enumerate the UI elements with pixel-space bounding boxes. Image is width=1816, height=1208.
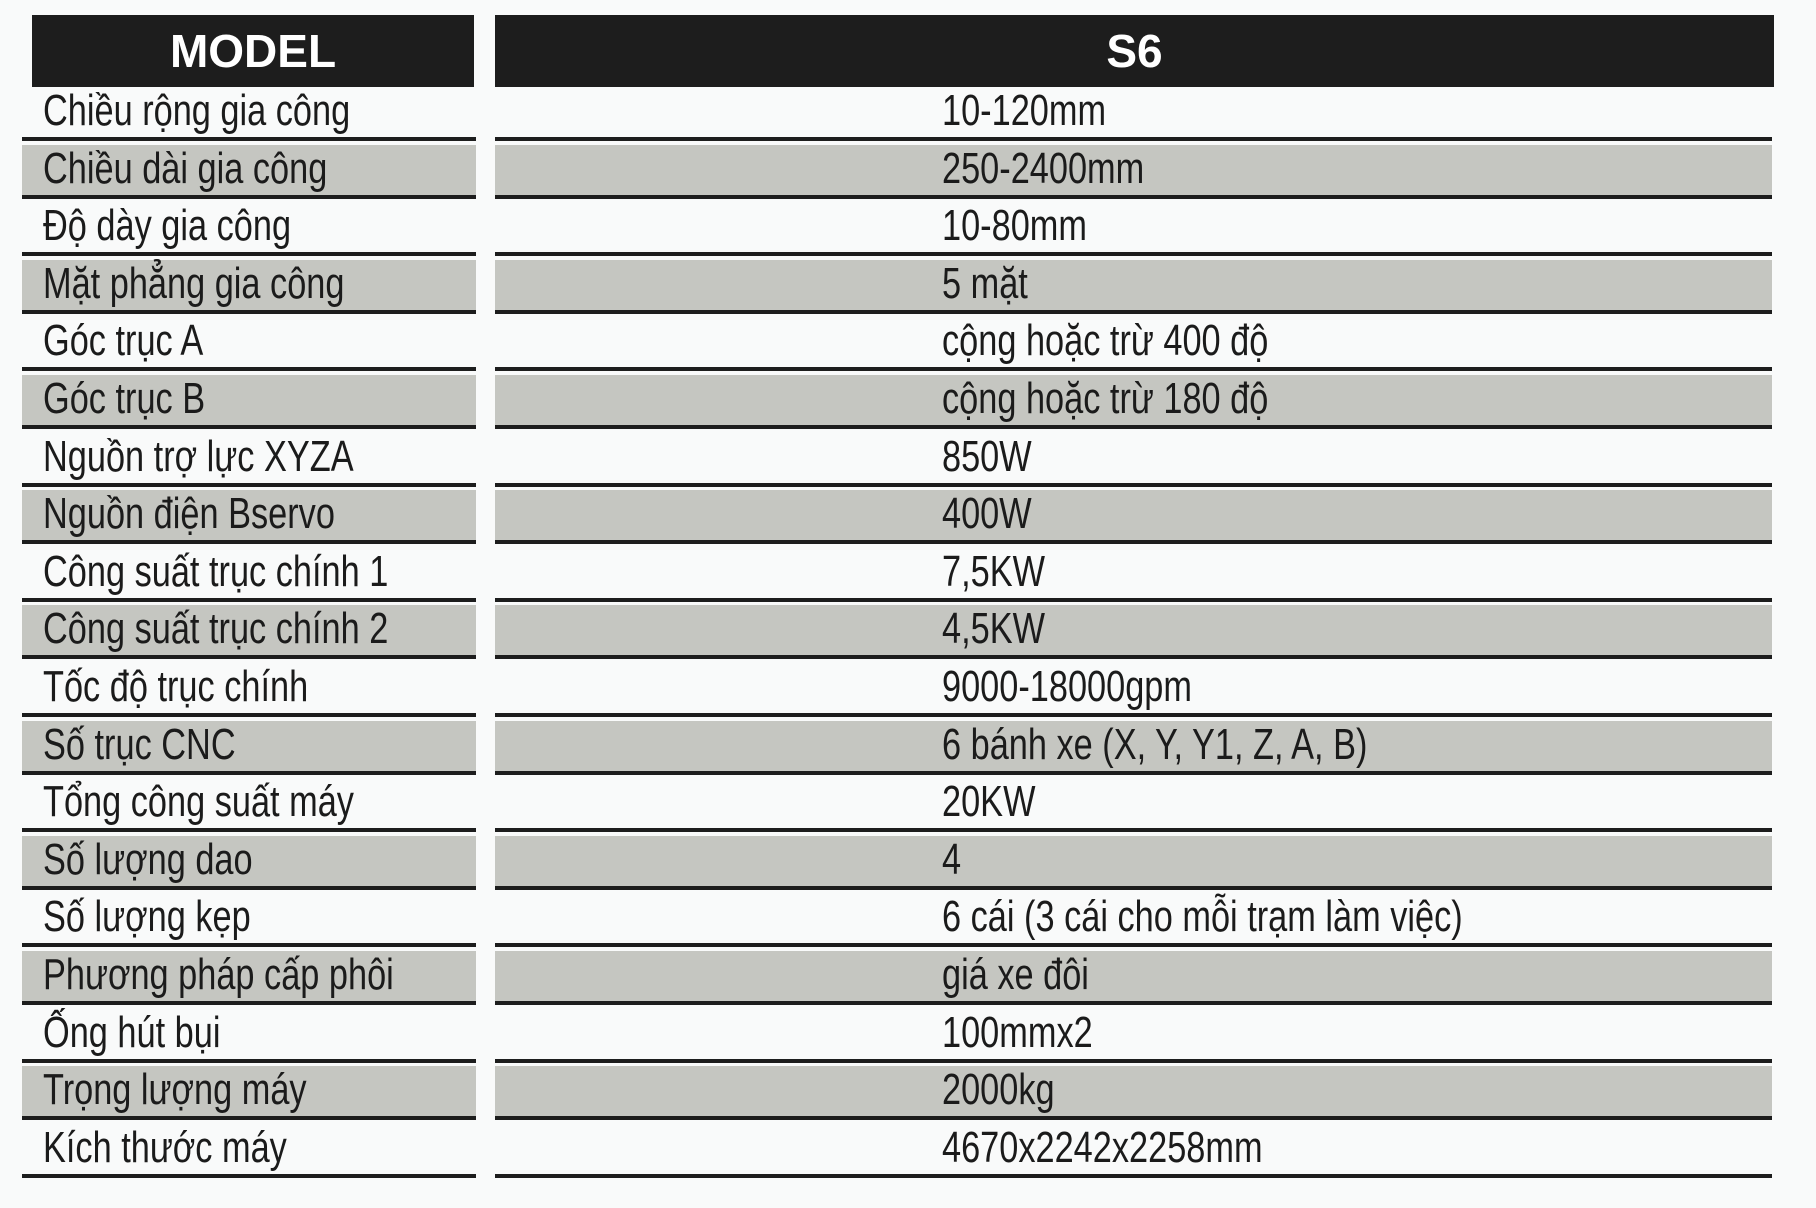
row-label: Tốc độ trục chính [43,662,309,711]
row-value: 850W [942,431,1032,481]
row-value: 7,5KW [942,546,1045,596]
row-value-cell [495,893,1772,947]
row-label-cell [22,721,476,775]
row-value: giá xe đôi [942,950,1089,999]
row-value-cell [495,375,1772,429]
table-row [0,1124,1816,1182]
row-value: 250-2400mm [942,143,1145,193]
row-label: Kích thước máy [43,1122,287,1172]
row-value: 2000kg [942,1065,1055,1115]
row-label-cell [22,893,476,947]
row-value-cell [495,663,1772,717]
row-label-cell [22,663,476,717]
row-label: Nguồn trợ lực XYZA [43,431,354,481]
row-label: Công suất trục chính 2 [43,604,389,654]
row-label-cell [22,605,476,659]
row-value-cell [495,1009,1772,1063]
row-value: 6 bánh xe (X, Y, Y1, Z, A, B) [942,719,1368,769]
row-value-cell [495,490,1772,544]
table-row [0,433,1816,491]
row-label: Độ dày gia công [43,201,292,251]
row-label: Tổng công suất máy [43,777,354,827]
table-row [0,375,1816,433]
row-value-cell [495,317,1772,371]
table-row [0,951,1816,1009]
table-row [0,87,1816,145]
table-row [0,893,1816,951]
row-label: Công suất trục chính 1 [43,546,389,596]
table-row [0,605,1816,663]
table-row [0,721,1816,779]
row-value: 4670x2242x2258mm [942,1122,1263,1172]
row-value: 20KW [942,777,1036,827]
row-label: Ống hút bụi [43,1007,221,1057]
row-value: 4,5KW [942,604,1045,654]
table-row [0,1066,1816,1124]
row-value-cell [495,260,1772,314]
model-name-header: S6 [495,15,1774,87]
table-row [0,260,1816,318]
row-label: Trọng lượng máy [43,1065,307,1115]
row-label-cell [22,260,476,314]
row-label-cell [22,87,476,141]
row-value-cell [495,778,1772,832]
row-value: 5 mặt [942,258,1028,308]
table-row [0,548,1816,606]
row-value: 4 [942,834,962,884]
table-row [0,490,1816,548]
row-value: 10-80mm [942,201,1087,251]
row-label-cell [22,317,476,371]
row-label: Chiều dài gia công [43,143,328,193]
table-row [0,202,1816,260]
row-value-cell [495,202,1772,256]
row-label: Số lượng dao [43,834,253,884]
table-row [0,663,1816,721]
row-label-cell [22,1066,476,1120]
row-label: Mặt phẳng gia công [43,258,345,308]
row-value: 9000-18000gpm [942,662,1192,711]
row-label-cell [22,375,476,429]
row-label-cell [22,433,476,487]
model-header: MODEL [32,15,474,87]
row-value-cell [495,951,1772,1005]
row-label-cell [22,836,476,890]
row-value-cell [495,1124,1772,1178]
row-label-cell [22,951,476,1005]
table-row [0,145,1816,203]
row-value-cell [495,87,1772,141]
row-label: Góc trục A [43,316,204,366]
row-label-cell [22,1009,476,1063]
row-value: 400W [942,489,1032,539]
row-value: 6 cái (3 cái cho mỗi trạm làm việc) [942,892,1463,942]
row-value-cell [495,605,1772,659]
row-label-cell [22,1124,476,1178]
row-value-cell [495,1066,1772,1120]
table-row [0,1009,1816,1067]
row-value: 10-120mm [942,86,1107,135]
row-label: Số trục CNC [43,719,236,769]
table-row [0,778,1816,836]
row-label-cell [22,145,476,199]
row-value: cộng hoặc trừ 180 độ [942,374,1269,423]
row-label-cell [22,202,476,256]
row-label-cell [22,778,476,832]
table-row [0,836,1816,894]
row-value-cell [495,145,1772,199]
row-label: Chiều rộng gia công [43,86,351,135]
table-row [0,317,1816,375]
row-value-cell [495,836,1772,890]
row-value-cell [495,721,1772,775]
row-label: Nguồn điện Bservo [43,489,335,539]
row-label: Góc trục B [43,374,206,423]
row-label-cell [22,490,476,544]
row-label: Số lượng kẹp [43,892,251,942]
row-value: cộng hoặc trừ 400 độ [942,316,1269,366]
row-value-cell [495,548,1772,602]
row-label: Phương pháp cấp phôi [43,950,394,999]
row-value-cell [495,433,1772,487]
row-label-cell [22,548,476,602]
row-value: 100mmx2 [942,1007,1093,1057]
